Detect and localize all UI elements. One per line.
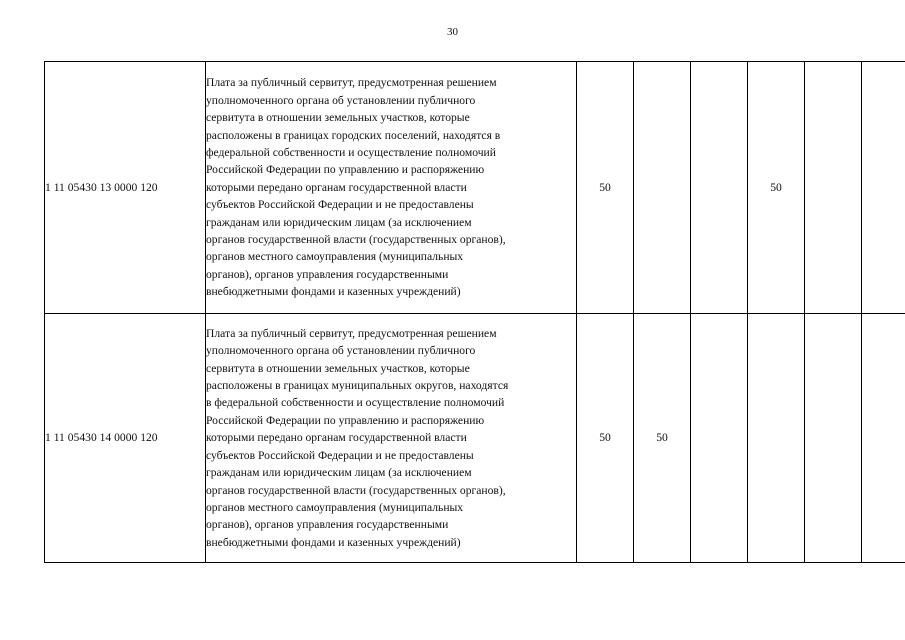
description-line: в федеральной собственности и осуществление полномочий — [206, 396, 505, 410]
value-cell: 50 — [577, 314, 634, 563]
description-line: органов), органов управления государственными — [206, 267, 449, 281]
description-line: которыми передано органам государственной власти — [206, 431, 467, 445]
description-line: которыми передано органам государственной власти — [206, 180, 467, 194]
description-line: органов), органов управления государственными — [206, 518, 449, 532]
value-cell — [691, 314, 748, 563]
description-line: уполномоченного органа об установлении публичного — [206, 93, 476, 107]
description-line: расположены в границах городских поселений, находятся в — [206, 128, 501, 142]
description-cell — [206, 314, 577, 563]
description-line: Плата за публичный сервитут, предусмотренная решением — [206, 326, 497, 340]
revenue-table — [44, 61, 905, 563]
page-number: 30 — [447, 26, 458, 38]
description-line: внебюджетными фондами и казенных учреждений) — [206, 535, 461, 549]
budget-code-cell: 1 11 05430 14 0000 120 — [45, 314, 206, 563]
description-line: внебюджетными фондами и казенных учреждений) — [206, 285, 461, 299]
description-line: Российской Федерации по управлению и распоряжению — [206, 163, 485, 177]
value-cell — [805, 62, 862, 314]
description-line: федеральной собственности и осуществление полномочий — [206, 145, 496, 159]
description-cell — [206, 62, 577, 314]
table-row — [45, 314, 905, 563]
description-line: органов местного самоуправления (муниципальных — [206, 250, 464, 264]
description-line: сервитута в отношении земельных участков, которые — [206, 111, 470, 125]
value-cell — [691, 62, 748, 314]
value-cell — [862, 314, 905, 563]
description-line: субъектов Российской Федерации и не предоставлены — [206, 448, 474, 462]
description-line: гражданам или юридическим лицам (за исключением — [206, 466, 472, 480]
description-line: сервитута в отношении земельных участков, которые — [206, 361, 470, 375]
description-line: гражданам или юридическим лицам (за исключением — [206, 215, 472, 229]
description-line: органов государственной власти (государственных органов), — [206, 483, 506, 497]
value-cell: 50 — [577, 62, 634, 314]
description-line: Российской Федерации по управлению и распоряжению — [206, 413, 485, 427]
description-line: органов местного самоуправления (муниципальных — [206, 500, 464, 514]
table-row — [45, 62, 905, 314]
value-cell — [748, 314, 805, 563]
budget-code-cell: 1 11 05430 13 0000 120 — [45, 62, 206, 314]
description-line: субъектов Российской Федерации и не предоставлены — [206, 198, 474, 212]
description-line: органов государственной власти (государственных органов), — [206, 233, 506, 247]
value-cell: 50 — [634, 314, 691, 563]
value-cell — [805, 314, 862, 563]
description-line: расположены в границах муниципальных округов, находятся — [206, 379, 509, 393]
value-cell: 50 — [748, 62, 805, 314]
value-cell — [862, 62, 905, 314]
description-line: уполномоченного органа об установлении публичного — [206, 344, 476, 358]
description-line: Плата за публичный сервитут, предусмотренная решением — [206, 76, 497, 90]
value-cell — [634, 62, 691, 314]
